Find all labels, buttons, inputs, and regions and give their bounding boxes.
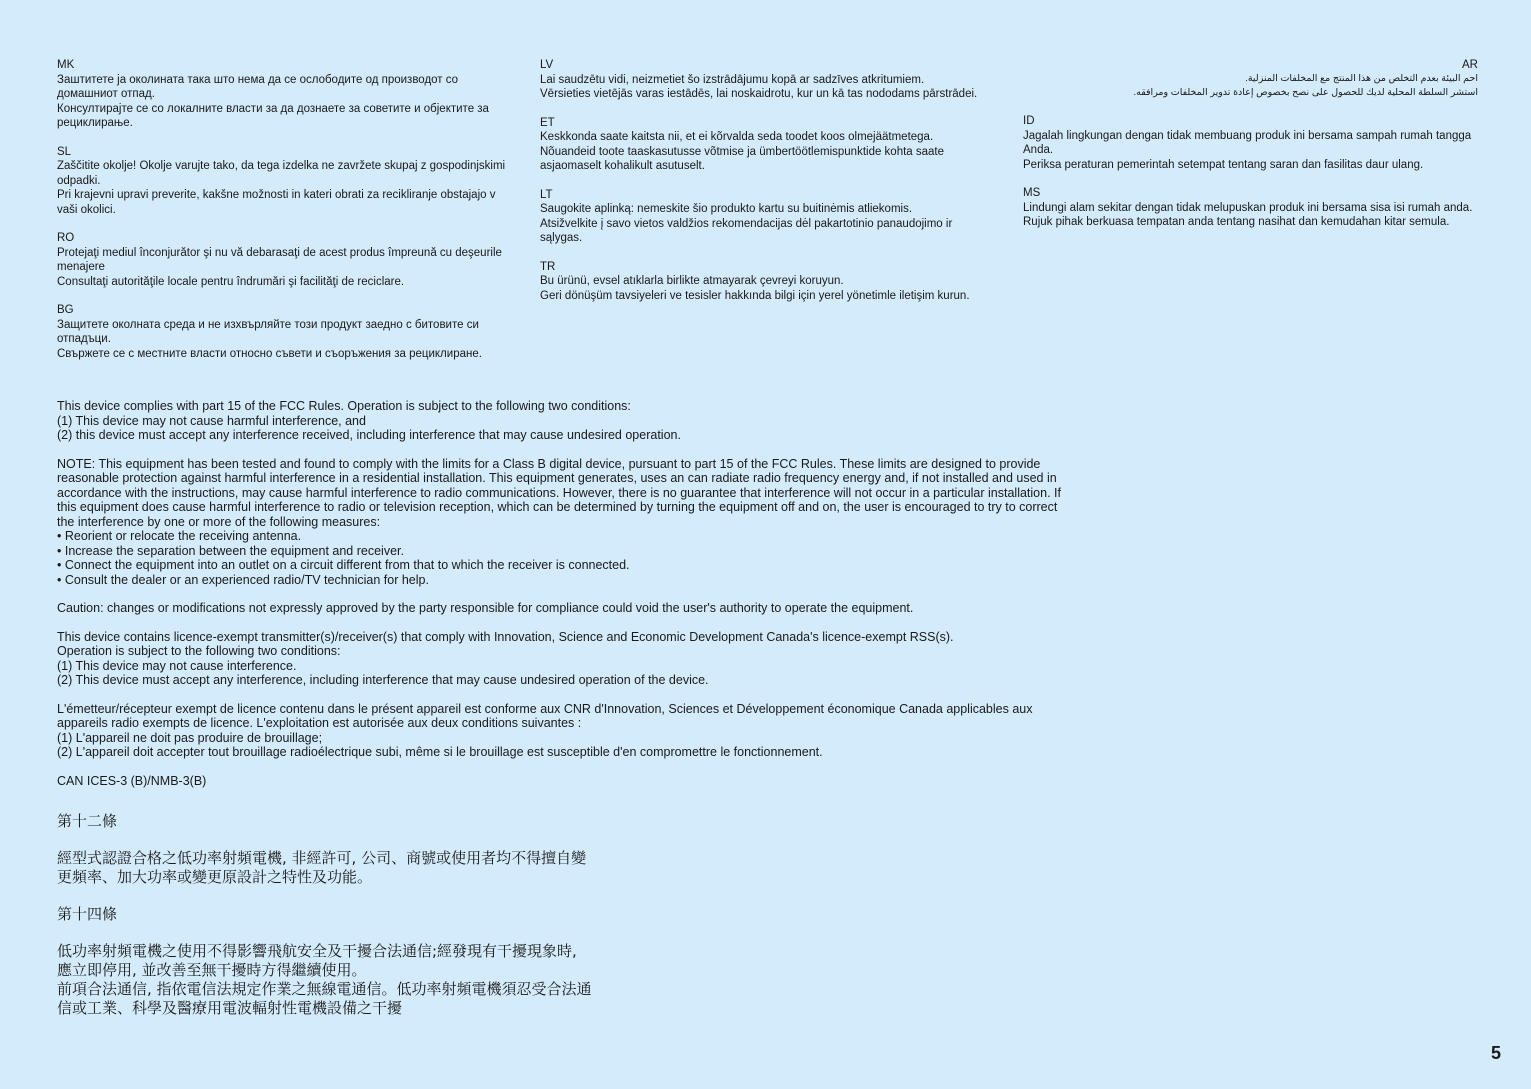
article-line: 經型式認證合格之低功率射頻電機, 非經許可, 公司、商號或使用者均不得擅自變 bbox=[57, 849, 587, 867]
can-ices-text: CAN ICES-3 (B)/NMB-3(B) bbox=[57, 773, 207, 788]
fcc-line: (2) this device must accept any interference received, including interference that may cause undesired operation. bbox=[57, 428, 681, 442]
ised-fr-line: L'émetteur/récepteur exempt de licence contenu dans le présent appareil est conforme aux CNR d'Innovation, Sciences et Développement économique Canada applicables aux appareils radio exempts de licence. L'exploitation est autorisée aux deux conditions suivantes : bbox=[57, 701, 1033, 730]
lang-line: Geri dönüşüm tavsiyeleri ve tesisler hakkında bilgi için yerel yönetimle iletişim kurun. bbox=[540, 289, 970, 302]
article-line: 信或工業、科學及醫療用電波輻射性電機設備之干擾 bbox=[57, 999, 403, 1017]
ised-line: This device contains licence-exempt transmitter(s)/receiver(s) that comply with Innovation, Science and Economic Development Canada's licence-exempt RSS(s). bbox=[57, 629, 954, 644]
lang-line: Консултирајте се со локалните власти за да дознаете за советите и објектите за рециклирање. bbox=[57, 102, 489, 129]
lang-line: Zaščitite okolje! Okolje varujte tako, da tega izdelka ne zavržete skupaj z gospodinjskimi odpadki. bbox=[57, 160, 506, 187]
lang-line: Periksa peraturan pemerintah setempat tentang saran dan fasilitas daur ulang. bbox=[1023, 158, 1424, 171]
lang-line: Lai saudzētu vidi, neizmetiet šo izstrādājumu kopā ar sadzīves atkritumiem. bbox=[540, 73, 925, 86]
lang-line: احم البيئة بعدم التخلص من هذا المنتج مع المخلفات المنزلية. bbox=[1245, 73, 1478, 84]
lang-line: Lindungi alam sekitar dengan tidak melupuskan produk ini bersama sisa isi rumah anda. bbox=[1023, 201, 1473, 214]
lang-line: Заштитете ја околината така што нема да се ослободите од производот со домашниот отпад. bbox=[57, 73, 459, 100]
lang-line: Nõuandeid toote taaskasutusse võtmise ja ümbertöötlemispunktide kohta saate asjaomaselt kohalikult asutuselt. bbox=[540, 145, 945, 172]
lang-block-ro bbox=[57, 231, 512, 289]
lang-code: MS bbox=[1023, 187, 1041, 199]
lang-line: Keskkonda saate kaitsta nii, et ei kõrvalda seda toodet koos olmejäätmetega. bbox=[540, 131, 934, 143]
regulatory-notices bbox=[57, 399, 1067, 802]
article-14-body bbox=[57, 942, 657, 1018]
article-12-title: 第十二條 bbox=[57, 812, 118, 830]
lang-code: LV bbox=[540, 59, 554, 71]
ised-statement bbox=[57, 630, 1067, 688]
language-column-3 bbox=[1023, 58, 1478, 244]
lang-line: Свържете се с местните власти относно съвети и съоръжения за рециклиране. bbox=[57, 347, 482, 360]
lang-block-sl bbox=[57, 145, 512, 218]
lang-line: Bu ürünü, evsel atıklarla birlikte atmayarak çevreyi koruyun. bbox=[540, 275, 844, 287]
lang-code: TR bbox=[540, 260, 556, 273]
lang-line: Rujuk pihak berkuasa tempatan anda tentang nasihat dan kemudahan kitar semula. bbox=[1023, 216, 1450, 228]
lang-line: Защитете околната среда и не изхвърляйте този продукт заедно с битовите си отпадъци. bbox=[57, 318, 479, 345]
fcc-note bbox=[57, 457, 1067, 588]
lang-code: MK bbox=[57, 59, 75, 71]
measure-item: • Reorient or relocate the receiving antenna. bbox=[57, 529, 302, 543]
fcc-line: This device complies with part 15 of the FCC Rules. Operation is subject to the following two conditions: bbox=[57, 399, 631, 413]
article-12-body bbox=[57, 849, 657, 887]
measure-item: • Connect the equipment into an outlet on a circuit different from that to which the receiver is connected. bbox=[57, 558, 630, 572]
fcc-statement bbox=[57, 399, 1067, 443]
measure-item: • Increase the separation between the equipment and receiver. bbox=[57, 543, 404, 558]
ised-line: (2) This device must accept any interference, including interference that may cause undesired operation of the device. bbox=[57, 673, 709, 687]
lang-code: LT bbox=[540, 188, 553, 201]
language-column-2 bbox=[540, 58, 995, 317]
lang-line: Saugokite aplinką: nemeskite šio produkto kartu su buitinėmis atliekomis. bbox=[540, 203, 913, 215]
lang-line: Atsižvelkite į savo vietos valdžios rekomendacijas dėl pakartotinio panaudojimo ir sąlygas. bbox=[540, 217, 953, 244]
lang-line: Consultaţi autorităţile locale pentru îndrumări şi facilităţi de reciclare. bbox=[57, 275, 405, 288]
article-line: 應立即停用, 並改善至無干擾時方得繼續使用。 bbox=[57, 961, 367, 979]
ised-line: Operation is subject to the following two conditions: bbox=[57, 644, 341, 658]
lang-line: Jagalah lingkungan dengan tidak membuang produk ini bersama sampah rumah tangga Anda. bbox=[1023, 129, 1472, 156]
lang-block-mk bbox=[57, 58, 512, 131]
lang-line: Protejaţi mediul înconjurător şi nu vă debarasaţi de acest produs împreună cu deşeurile menajere bbox=[57, 246, 502, 273]
lang-code: AR bbox=[1462, 59, 1478, 71]
lang-code: SL bbox=[57, 145, 72, 158]
lang-code: RO bbox=[57, 232, 75, 244]
caution-text: Caution: changes or modifications not expressly approved by the party responsible for compliance could void the user's authority to operate the equipment. bbox=[57, 601, 914, 615]
lang-code: ID bbox=[1023, 115, 1035, 127]
lang-block-tr bbox=[540, 260, 995, 304]
lang-block-et bbox=[540, 116, 995, 174]
note-text: NOTE: This equipment has been tested and found to comply with the limits for a Class B digital device, pursuant to part 15 of the FCC Rules. These limits are designed to provide reasonable protection against harmful interference in a residential installation. This equipment generates, uses an can radiate radio frequency energy and, if not installed and used in accordance with the instructions, may cause harmful interference to radio communications. However, there is no guarantee that interference will not occur in a particular installation. If this equipment does cause harmful interference to radio or television reception, which can be determined by turning the equipment off and on, the user is encouraged to try to correct the interference by one or more of the following measures: bbox=[57, 456, 1061, 529]
article-line: 低功率射頻電機之使用不得影響飛航安全及干擾合法通信;經發現有干擾現象時, bbox=[57, 942, 577, 960]
article-line: 更頻率、加大功率或變更原設計之特性及功能。 bbox=[57, 868, 373, 886]
lang-block-lv bbox=[540, 58, 995, 102]
ised-fr-line: (2) L'appareil doit accepter tout brouillage radioélectrique subi, même si le brouillage est susceptible d'en compromettre le fonctionnement. bbox=[57, 745, 823, 759]
article-line: 前項合法通信, 指依電信法規定作業之無線電通信。低功率射頻電機須忍受合法通 bbox=[57, 980, 592, 998]
lang-block-lt bbox=[540, 188, 995, 246]
ised-line: (1) This device may not cause interference. bbox=[57, 658, 297, 673]
taiwan-ncc-notice bbox=[57, 812, 657, 1036]
ised-statement-fr bbox=[57, 702, 1067, 760]
ised-fr-line: (1) L'appareil ne doit pas produire de brouillage; bbox=[57, 730, 323, 745]
can-ices bbox=[57, 774, 1067, 789]
lang-line: Vērsieties vietējās varas iestādēs, lai noskaidrotu, kur un kā tas nododams pārstrādei. bbox=[540, 88, 978, 100]
page-number: 5 bbox=[1490, 1043, 1501, 1063]
fcc-line: (1) This device may not cause harmful interference, and bbox=[57, 413, 366, 428]
article-14-title: 第十四條 bbox=[57, 905, 118, 923]
lang-line: Pri krajevni upravi preverite, kakšne možnosti in kateri obrati za recikliranje obstajajo v vaši okolici. bbox=[57, 189, 496, 216]
lang-block-ar bbox=[1023, 58, 1478, 100]
language-column-1 bbox=[57, 58, 512, 375]
measure-item: • Consult the dealer or an experienced radio/TV technician for help. bbox=[57, 572, 429, 587]
lang-block-bg bbox=[57, 303, 512, 361]
lang-block-ms bbox=[1023, 186, 1478, 230]
lang-code: ET bbox=[540, 116, 555, 129]
lang-line: استشر السلطة المحلية لديك للحصول على نصح بخصوص إعادة تدوير المخلفات ومرافقه. bbox=[1133, 87, 1478, 98]
caution-statement bbox=[57, 601, 1067, 616]
lang-block-id bbox=[1023, 114, 1478, 172]
lang-code: BG bbox=[57, 304, 74, 316]
